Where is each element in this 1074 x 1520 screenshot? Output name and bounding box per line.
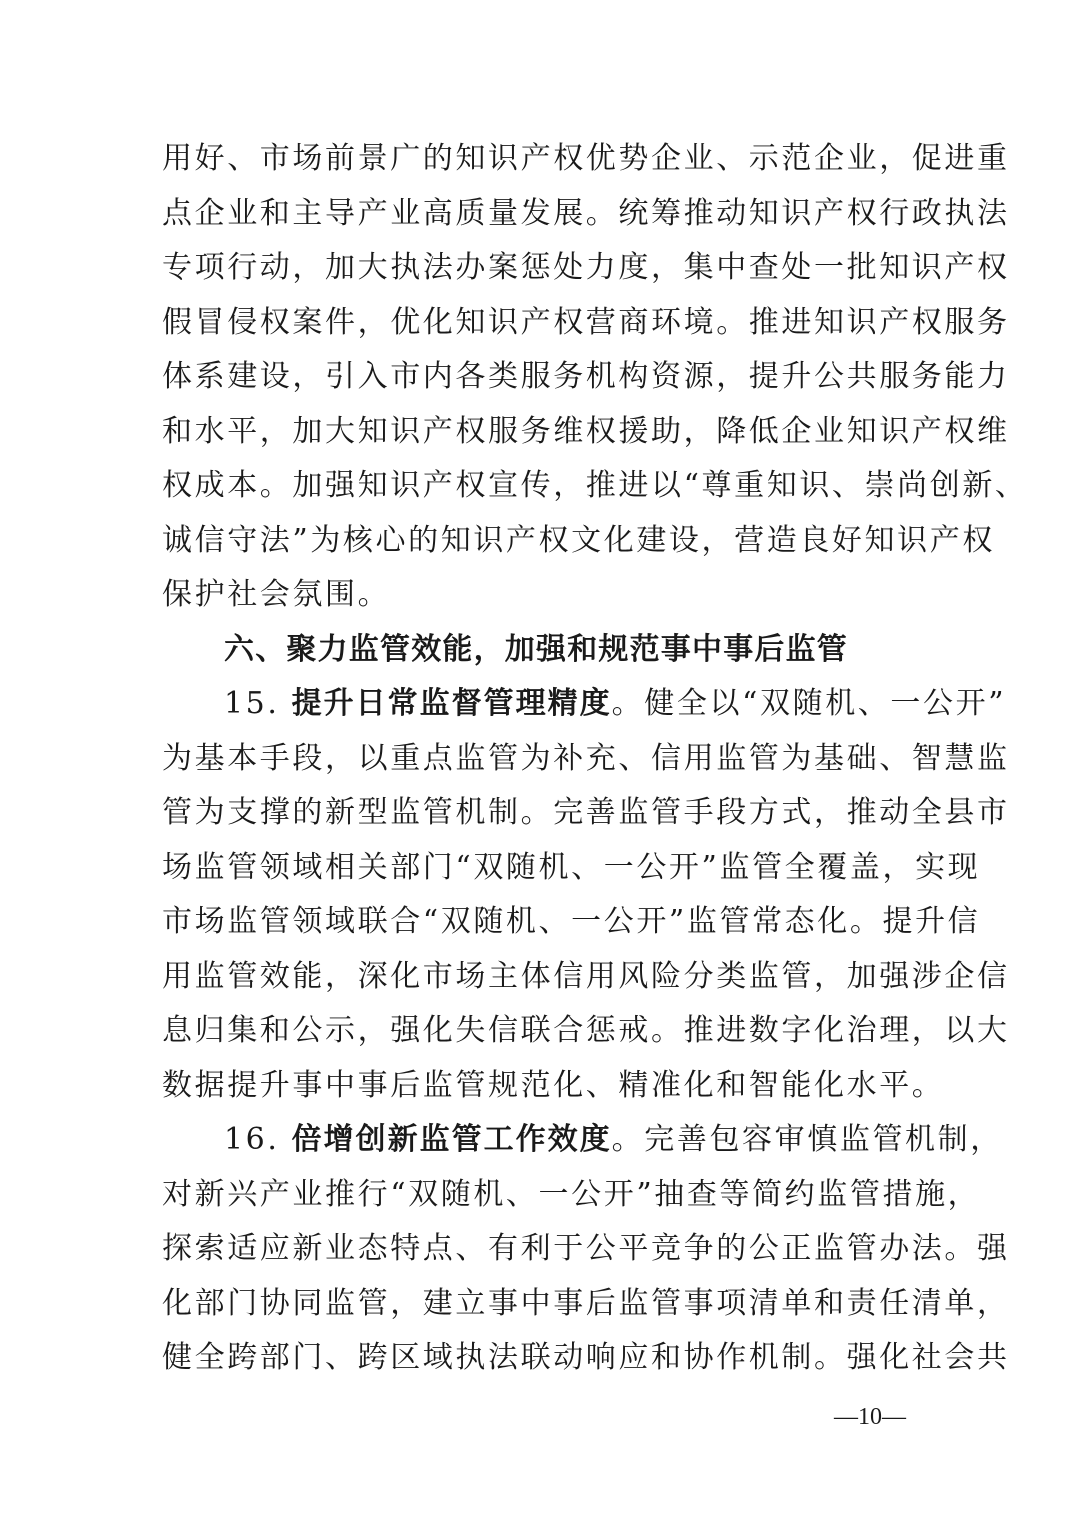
paragraph-line: 诚信守法”为核心的知识产权文化建设，营造良好知识产权	[162, 522, 995, 558]
paragraph-line: 场监管领域相关部门“双随机、一公开”监管全覆盖，实现	[162, 849, 981, 885]
item-15-first-line	[162, 677, 1007, 732]
paragraph-line: 探索适应新业态特点、有利于公平竞争的公正监管办法。强	[162, 1231, 1010, 1266]
item-number: 16.	[224, 1122, 292, 1157]
document-body	[162, 132, 1028, 1386]
paragraph-line: 权成本。加强知识产权宣传，推进以“尊重知识、崇尚创新、	[162, 468, 1028, 503]
paragraph-line: 健全跨部门、跨区域执法联动响应和协作机制。强化社会共	[162, 1340, 1010, 1375]
paragraph-line: 息归集和公示，强化失信联合惩戒。推进数字化治理，以大	[162, 1013, 1010, 1048]
paragraph-line: 用好、市场前景广的知识产权优势企业、示范企业，促进重	[162, 141, 1010, 176]
paragraph-line: 专项行动，加大执法办案惩处力度，集中查处一批知识产权	[162, 250, 1010, 285]
paragraph-line: 为基本手段，以重点监管为补充、信用监管为基础、智慧监	[162, 740, 1010, 776]
item-text: 。健全以“双随机、一公开”	[611, 686, 1007, 721]
section-heading: 六、聚力监管效能，加强和规范事中事后监管	[224, 631, 848, 667]
paragraph-line: 数据提升事中事后监管规范化、精准化和智能化水平。	[162, 1067, 945, 1103]
paragraph-line: 保护社会氛围。	[162, 577, 391, 612]
paragraph-line: 管为支撑的新型监管机制。完善监管手段方式，推动全县市	[162, 795, 1010, 830]
paragraph-line: 点企业和主导产业高质量发展。统筹推动知识产权行政执法	[162, 195, 1010, 231]
item-text: 。完善包容审慎监管机制，	[611, 1122, 1003, 1157]
item-title: 提升日常监督管理精度	[291, 686, 612, 721]
item-number: 15.	[224, 686, 292, 721]
paragraph-line: 假冒侵权案件，优化知识产权营商环境。推进知识产权服务	[162, 304, 1010, 340]
paragraph-line: 体系建设，引入市内各类服务机构资源，提升公共服务能力	[162, 359, 1010, 394]
item-title: 倍增创新监管工作效度	[291, 1122, 612, 1157]
paragraph-line: 对新兴产业推行“双随机、一公开”抽查等简约监管措施，	[162, 1176, 981, 1212]
page-number: —10—	[834, 1404, 906, 1430]
paragraph-line: 市场监管领域联合“双随机、一公开”监管常态化。提升信	[162, 904, 981, 939]
paragraph-line: 化部门协同监管，建立事中事后监管事项清单和责任清单，	[162, 1285, 1010, 1321]
item-16-first-line	[162, 1113, 1003, 1168]
paragraph-line: 和水平，加大知识产权服务维权援助，降低企业知识产权维	[162, 413, 1010, 449]
paragraph-line: 用监管效能，深化市场主体信用风险分类监管，加强涉企信	[162, 958, 1010, 994]
